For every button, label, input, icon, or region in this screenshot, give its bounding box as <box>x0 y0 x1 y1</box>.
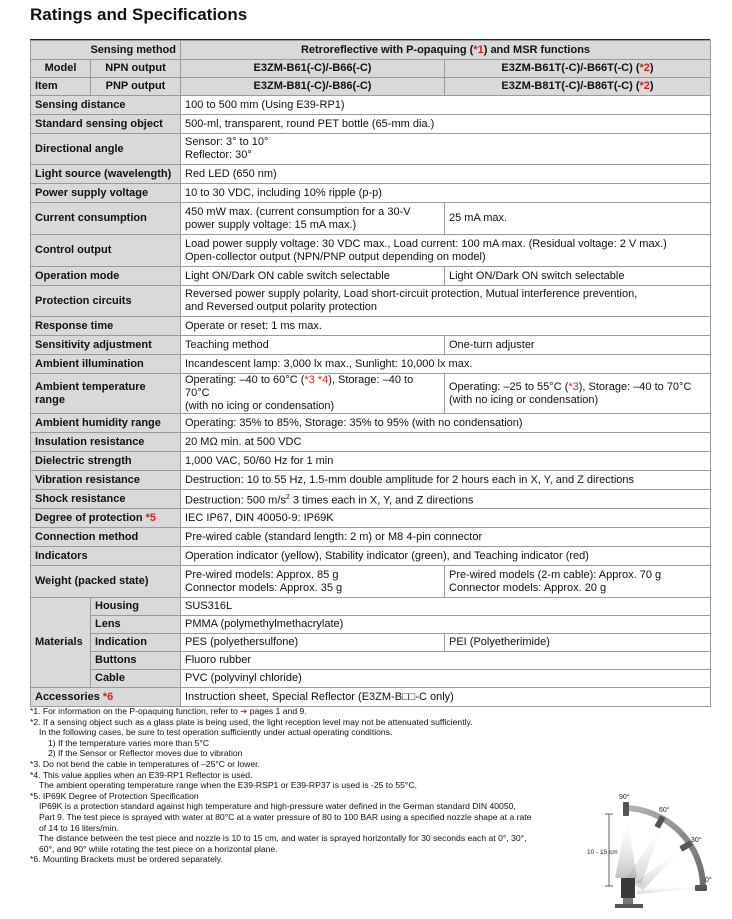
accessories-label: Accessories *6 <box>31 688 181 707</box>
note-5c: Part 9. The test piece is sprayed with water at 80°C at a water pressure of 80 to 100 BAR using a specified nozzle shape at a rate <box>39 811 532 822</box>
page-title: Ratings and Specifications <box>30 5 248 24</box>
row-standard-object <box>31 115 711 134</box>
sensitivity-value-2: One-turn adjuster <box>445 336 711 355</box>
row-sensing-distance <box>31 96 711 115</box>
spec-table <box>30 40 711 707</box>
pnp-model-2: E3ZM-B81T(-C)/-B86T(-C) (*2) <box>445 78 711 96</box>
indication-value-1: PES (polyethersulfone) <box>181 634 445 652</box>
row-illumination <box>31 355 711 374</box>
degree-value: IEC IP67, DIN 40050-9: IP69K <box>181 509 711 528</box>
accessories-value: Instruction sheet, Special Reflector (E3ZM-B□□-C only) <box>181 688 711 707</box>
distance-label: 10 - 15 cm <box>587 849 618 856</box>
temperature-value-2: Operating: –25 to 55°C (*3), Storage: –40 to 70°C (with no icing or condensation) <box>445 374 711 414</box>
note-3: *3. Do not bend the cable in temperatures of –25°C or lower. <box>30 758 260 769</box>
row-cable <box>31 670 711 688</box>
vibration-value: Destruction: 10 to 55 Hz, 1.5-mm double amplitude for 2 hours each in X, Y, and Z directions <box>181 471 711 490</box>
row-degree <box>31 509 711 528</box>
row-lens <box>31 616 711 634</box>
npn-model-2: E3ZM-B61T(-C)/-B66T(-C) (*2) <box>445 60 711 78</box>
ip69k-test-diagram <box>585 790 715 915</box>
npn-label: NPN output <box>91 60 181 78</box>
insulation-label: Insulation resistance <box>31 433 181 452</box>
note-4: *4. This value applies when an E39-RP1 Reflector is used. <box>30 769 253 780</box>
weight-value-2: Pre-wired models (2-m cable): Approx. 70 g Connector models: Approx. 20 g <box>445 566 711 598</box>
note-5e: The distance between the test piece and nozzle is 10 to 15 cm, and water is sprayed horizontally for 30 seconds each at 0°, 30°, <box>39 833 527 844</box>
connection-value: Pre-wired cable (standard length: 2 m) or M8 4-pin connector <box>181 528 711 547</box>
angle-0-label: 0° <box>705 877 712 884</box>
connection-label: Connection method <box>31 528 181 547</box>
standard-object-label: Standard sensing object <box>31 115 181 134</box>
npn-model-1: E3ZM-B61(-C)/-B66(-C) <box>181 60 445 78</box>
cable-label: Cable <box>91 670 181 688</box>
standard-object-value: 500-ml, transparent, round PET bottle (65-mm dia.) <box>181 115 711 134</box>
note-5: *5. IP69K Degree of Protection Specification <box>30 790 199 801</box>
row-pnp <box>31 78 711 96</box>
indicators-label: Indicators <box>31 547 181 566</box>
row-light-source <box>31 165 711 184</box>
footnotes <box>30 706 590 865</box>
row-current <box>31 203 711 235</box>
temperature-label: Ambient temperature range <box>31 374 181 414</box>
note-5b: IP69K is a protection standard against high temperature and high-pressure water defined in the German standard DIN 40050, <box>39 801 516 812</box>
row-accessories <box>31 688 711 707</box>
note-4b: The ambient operating temperature range when the E39-RSP1 or E39-RP37 is used is -25 to 55°C. <box>39 780 417 791</box>
row-control-output <box>31 235 711 267</box>
cable-value: PVC (polyvinyl chloride) <box>181 670 711 688</box>
item-label: Item <box>31 78 91 96</box>
protection-value: Reversed power supply polarity, Load short-circuit protection, Mutual interference prevention, and Reversed output polarity protection <box>181 286 711 317</box>
note-6: *6. Mounting Brackets must be ordered separately. <box>30 854 223 865</box>
dielectric-value: 1,000 VAC, 50/60 Hz for 1 min <box>181 452 711 471</box>
weight-label: Weight (packed state) <box>31 566 181 598</box>
note-2b: In the following cases, be sure to test operation sufficiently under actual operating conditions. <box>39 727 393 738</box>
sensing-distance-value: 100 to 500 mm (Using E39-RP1) <box>181 96 711 115</box>
temperature-value-1: Operating: –40 to 60°C (*3 *4), Storage: –40 to 70°C (with no icing or condensation) <box>181 374 445 414</box>
row-npn <box>31 60 711 78</box>
sensing-method-label: Sensing method <box>31 41 181 60</box>
current-value-1: 450 mW max. (current consumption for a 30-V power supply voltage: 15 mA max.) <box>181 203 445 235</box>
angle-90-label: 90° <box>619 794 630 801</box>
row-sensing-method <box>31 41 711 60</box>
row-vibration <box>31 471 711 490</box>
control-output-label: Control output <box>31 235 181 267</box>
vibration-label: Vibration resistance <box>31 471 181 490</box>
angle-60-label: 60° <box>659 807 670 814</box>
row-power-supply <box>31 184 711 203</box>
row-response <box>31 317 711 336</box>
buttons-label: Buttons <box>91 652 181 670</box>
operation-mode-value-1: Light ON/Dark ON cable switch selectable <box>181 267 445 286</box>
power-supply-value: 10 to 30 VDC, including 10% ripple (p-p) <box>181 184 711 203</box>
row-connection <box>31 528 711 547</box>
row-humidity <box>31 414 711 433</box>
power-supply-label: Power supply voltage <box>31 184 181 203</box>
row-housing <box>31 598 711 616</box>
sensing-distance-label: Sensing distance <box>31 96 181 115</box>
dielectric-label: Dielectric strength <box>31 452 181 471</box>
insulation-value: 20 MΩ min. at 500 VDC <box>181 433 711 452</box>
angle-30-label: 30° <box>691 837 702 844</box>
row-indication <box>31 634 711 652</box>
light-source-value: Red LED (650 nm) <box>181 165 711 184</box>
arrow-right-icon: ➔ <box>240 706 248 716</box>
operation-mode-value-2: Light ON/Dark ON switch selectable <box>445 267 711 286</box>
directional-angle-value: Sensor: 3° to 10° Reflector: 30° <box>181 134 711 165</box>
indication-value-2: PEI (Polyetherimide) <box>445 634 711 652</box>
row-shock <box>31 490 711 509</box>
row-dielectric <box>31 452 711 471</box>
materials-label: Materials <box>31 598 91 688</box>
row-insulation <box>31 433 711 452</box>
response-label: Response time <box>31 317 181 336</box>
control-output-value: Load power supply voltage: 30 VDC max., Load current: 100 mA max. (Residual voltage: 2 V max.) Open-collector output (NPN/PNP output depending on model) <box>181 235 711 267</box>
row-temperature <box>31 374 711 414</box>
note-5d: of 14 to 16 liters/min. <box>39 822 119 833</box>
sensing-method-value: Retroreflective with P-opaquing (*1) and MSR functions <box>181 41 711 60</box>
illumination-value: Incandescent lamp: 3,000 lx max., Sunlight: 10,000 lx max. <box>181 355 711 374</box>
row-protection <box>31 286 711 317</box>
note-2: *2. If a sensing object such as a glass plate is being used, the light reception level may not be attenuated sufficiently. <box>30 716 473 727</box>
shock-label: Shock resistance <box>31 490 181 509</box>
light-source-label: Light source (wavelength) <box>31 165 181 184</box>
row-operation-mode <box>31 267 711 286</box>
sensitivity-label: Sensitivity adjustment <box>31 336 181 355</box>
operation-mode-label: Operation mode <box>31 267 181 286</box>
current-label: Current consumption <box>31 203 181 235</box>
note-2d: 2) If the Sensor or Reflector moves due to vibration <box>48 748 243 759</box>
pnp-label: PNP output <box>91 78 181 96</box>
housing-value: SUS316L <box>181 598 711 616</box>
row-buttons <box>31 652 711 670</box>
illumination-label: Ambient illumination <box>31 355 181 374</box>
ref-1: *1 <box>473 43 484 56</box>
protection-label: Protection circuits <box>31 286 181 317</box>
pnp-model-1: E3ZM-B81(-C)/-B86(-C) <box>181 78 445 96</box>
note-1: *1. For information on the P-opaquing function, refer to ➔ pages 1 and 9. <box>30 706 307 716</box>
humidity-value: Operating: 35% to 85%, Storage: 35% to 95% (with no condensation) <box>181 414 711 433</box>
row-sensitivity <box>31 336 711 355</box>
sensitivity-value-1: Teaching method <box>181 336 445 355</box>
current-value-2: 25 mA max. <box>445 203 711 235</box>
row-directional-angle <box>31 134 711 165</box>
housing-label: Housing <box>91 598 181 616</box>
row-weight <box>31 566 711 598</box>
indicators-value: Operation indicator (yellow), Stability indicator (green), and Teaching indicator (red) <box>181 547 711 566</box>
note-5f: 60°, and 90° while rotating the test piece on a horizontal plane. <box>39 843 278 854</box>
response-value: Operate or reset: 1 ms max. <box>181 317 711 336</box>
lens-label: Lens <box>91 616 181 634</box>
note-2c: 1) If the temperature varies more than 5°C <box>48 737 210 748</box>
directional-angle-label: Directional angle <box>31 134 181 165</box>
buttons-value: Fluoro rubber <box>181 652 711 670</box>
row-indicators <box>31 547 711 566</box>
weight-value-1: Pre-wired models: Approx. 85 g Connector models: Approx. 35 g <box>181 566 445 598</box>
model-label: Model <box>31 60 91 78</box>
humidity-label: Ambient humidity range <box>31 414 181 433</box>
degree-label: Degree of protection *5 <box>31 509 181 528</box>
lens-value: PMMA (polymethylmethacrylate) <box>181 616 711 634</box>
shock-value: Destruction: 500 $m/s^2$ 3 times each in X, Y, and Z directions <box>181 490 711 509</box>
indication-label: Indication <box>91 634 181 652</box>
